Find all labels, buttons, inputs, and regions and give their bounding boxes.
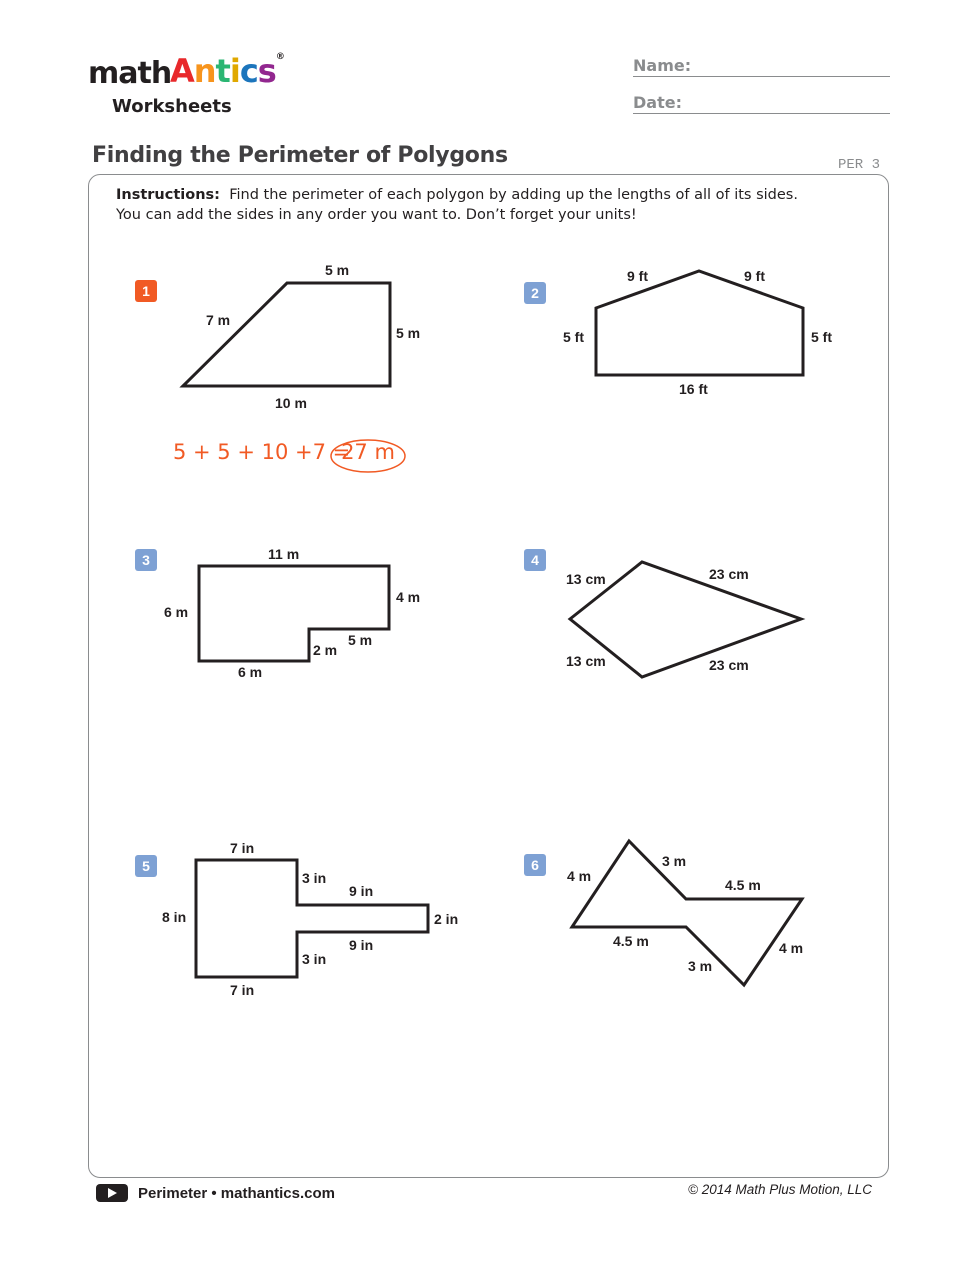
side-label: 9 in — [349, 883, 374, 899]
problem-number-1: 1 — [135, 280, 157, 302]
side-label: 7 m — [206, 312, 231, 328]
side-label: 7 in — [230, 982, 255, 998]
side-label: 23 cm — [709, 566, 749, 582]
side-label: 2 in — [434, 911, 459, 927]
logo-letter: A — [170, 52, 194, 90]
side-label: 5 ft — [563, 329, 584, 345]
side-label: 23 cm — [709, 657, 749, 673]
side-label: 5 m — [396, 325, 421, 341]
side-label: 10 m — [275, 395, 307, 411]
logo-letter: i — [229, 52, 240, 90]
logo-word-math: math — [88, 56, 172, 91]
page-title: Finding the Perimeter of Polygons — [92, 143, 508, 168]
problem-number-4: 4 — [524, 549, 546, 571]
example-result: 27 m — [341, 440, 395, 464]
registered-mark: ® — [275, 52, 284, 62]
instructions-line1: Find the perimeter of each polygon by adding up the lengths of all of its sides. — [229, 187, 798, 203]
side-label: 5 m — [325, 262, 350, 278]
side-label: 3 in — [302, 870, 327, 886]
side-label: 6 m — [238, 664, 263, 680]
worksheet-code: PER 3 — [838, 157, 881, 173]
copyright: © 2014 Math Plus Motion, LLC — [688, 1182, 873, 1197]
side-label: 4 m — [779, 940, 804, 956]
polygon-1-trapezoid — [183, 283, 390, 386]
polygon-2-pentagon — [596, 271, 803, 375]
problem-number-2: 2 — [524, 282, 546, 304]
side-label: 9 ft — [744, 268, 765, 284]
side-label: 4.5 m — [613, 933, 649, 949]
problem-number-5: 5 — [135, 855, 157, 877]
example-expression: 5 + 5 + 10 +7 = — [173, 440, 351, 464]
logo-subtitle: Worksheets — [112, 96, 232, 117]
side-label: 8 in — [162, 909, 187, 925]
side-label: 9 ft — [627, 268, 648, 284]
side-label: 5 m — [348, 632, 373, 648]
side-label: 6 m — [164, 604, 189, 620]
side-label: 4 m — [567, 868, 592, 884]
side-label: 2 m — [313, 642, 338, 658]
problem-number-3: 3 — [135, 549, 157, 571]
footer-link[interactable]: Perimeter • mathantics.com — [138, 1185, 335, 1202]
side-label: 9 in — [349, 937, 374, 953]
logo-letter: t — [215, 52, 230, 90]
play-icon[interactable] — [96, 1184, 128, 1202]
side-label: 4.5 m — [725, 877, 761, 893]
date-label: Date: — [633, 93, 682, 112]
side-label: 7 in — [230, 840, 255, 856]
instructions-label: Instructions: — [116, 187, 220, 203]
polygon-6-shape — [572, 841, 802, 985]
logo-letter: n — [193, 52, 216, 90]
logo-letter: s — [257, 52, 276, 90]
name-label: Name: — [633, 56, 692, 75]
side-label: 5 ft — [811, 329, 832, 345]
side-label: 4 m — [396, 589, 421, 605]
instructions-line2: You can add the sides in any order you want to. Don’t forget your units! — [116, 206, 637, 223]
side-label: 13 cm — [566, 571, 606, 587]
side-label: 16 ft — [679, 381, 708, 397]
side-label: 3 in — [302, 951, 327, 967]
side-label: 3 m — [662, 853, 687, 869]
side-label: 11 m — [268, 546, 300, 562]
side-label: 13 cm — [566, 653, 606, 669]
logo-letter: c — [239, 52, 258, 90]
side-label: 3 m — [688, 958, 713, 974]
problem-number-6: 6 — [524, 854, 546, 876]
